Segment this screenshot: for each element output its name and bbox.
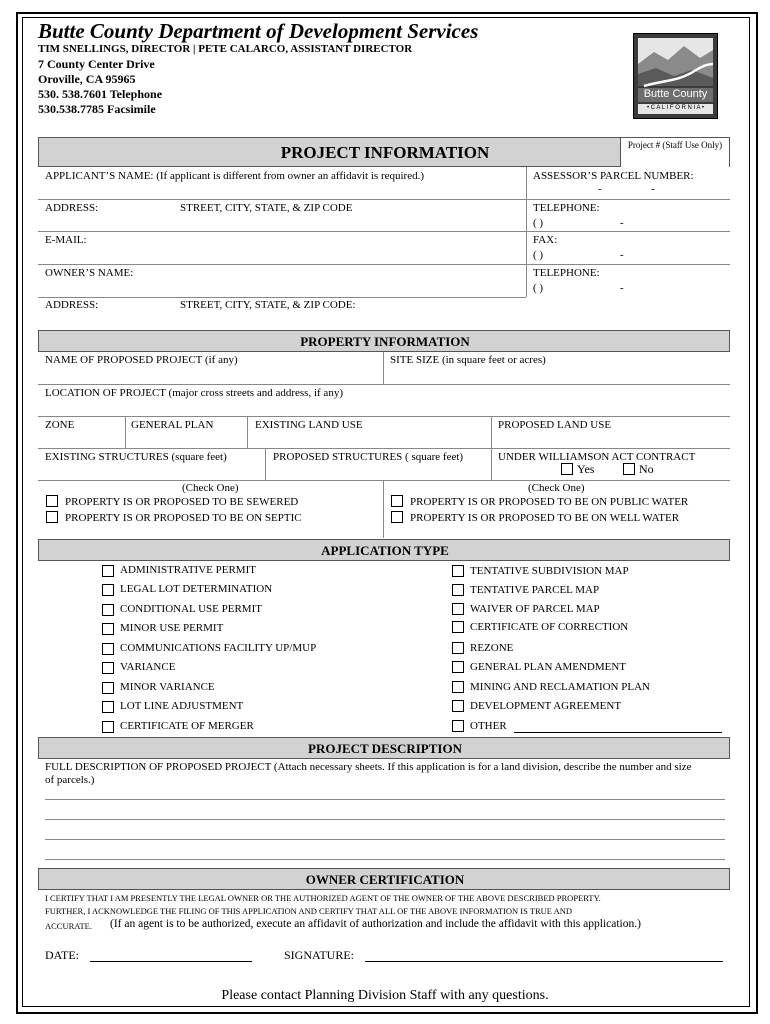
owner-address-hint: STREET, CITY, STATE, & ZIP CODE: <box>180 299 356 311</box>
address-hint: STREET, CITY, STATE, & ZIP CODE <box>180 202 353 214</box>
property-info-title: PROPERTY INFORMATION <box>300 334 470 349</box>
app-type-checkbox[interactable] <box>452 700 464 712</box>
other-checkbox[interactable] <box>452 720 464 732</box>
app-type-label: REZONE <box>470 642 514 654</box>
divider <box>383 480 384 538</box>
existing-land-use-label: EXISTING LAND USE <box>255 419 363 431</box>
certification-line-1: I CERTIFY THAT I AM PRESENTLY THE LEGAL OWNER OR THE AUTHORIZED AGENT OF THE OWNER OF THE ABOVE DESCRIBED PROPERTY. <box>45 893 601 903</box>
staff-use-box[interactable] <box>620 137 730 167</box>
proposed-structures-label: PROPOSED STRUCTURES ( square feet) <box>273 451 464 463</box>
williamson-label: UNDER WILLIAMSON ACT CONTRACT <box>498 451 696 463</box>
project-description-header <box>38 737 730 759</box>
app-type-checkbox[interactable] <box>452 603 464 615</box>
williamson-yes-checkbox[interactable] <box>561 463 573 475</box>
app-type-label: CERTIFICATE OF MERGER <box>120 720 254 732</box>
sewered-label: PROPERTY IS OR PROPOSED TO BE SEWERED <box>65 496 299 508</box>
app-type-checkbox[interactable] <box>102 662 114 674</box>
date-field[interactable] <box>90 961 252 962</box>
logo-state: • C A L I F O R N I A • <box>647 105 704 111</box>
owner-certification-header <box>38 868 730 890</box>
site-size-label: SITE SIZE (in square feet or acres) <box>390 354 546 366</box>
telephone-dash: - <box>620 217 624 229</box>
description-instructions-2: of parcels.) <box>45 774 95 786</box>
app-type-label: WAIVER OF PARCEL MAP <box>470 603 600 615</box>
address-line-1: 7 County Center Drive <box>38 57 155 71</box>
septic-label: PROPERTY IS OR PROPOSED TO BE ON SEPTIC <box>65 512 302 524</box>
application-type-right-column <box>452 565 732 737</box>
description-line[interactable] <box>45 859 725 860</box>
williamson-no-label: No <box>639 462 654 476</box>
fax-line: 530.538.7785 Facsimile <box>38 102 156 116</box>
description-instructions-1: FULL DESCRIPTION OF PROPOSED PROJECT (Attach necessary sheets. If this application is for a land division, describe the number and size <box>45 761 692 773</box>
app-type-label: ADMINISTRATIVE PERMIT <box>120 564 256 576</box>
project-name-label: NAME OF PROPOSED PROJECT (if any) <box>45 354 238 366</box>
general-plan-label: GENERAL PLAN <box>131 419 214 431</box>
divider <box>38 231 730 232</box>
other-label: OTHER <box>470 720 507 732</box>
date-label: DATE: <box>45 948 79 962</box>
app-type-checkbox[interactable] <box>102 565 114 577</box>
footer-note: Please contact Planning Division Staff with any questions. <box>221 988 549 1003</box>
applicant-name-label: APPLICANT’S NAME: (If applicant is different from owner an affidavit is required.) <box>45 170 425 182</box>
septic-checkbox[interactable] <box>46 511 58 523</box>
property-info-header <box>38 330 730 352</box>
project-info-title: PROJECT INFORMATION <box>280 143 490 162</box>
owner-certification-title: OWNER CERTIFICATION <box>305 872 465 887</box>
email-label: E-MAIL: <box>45 234 87 246</box>
app-type-checkbox[interactable] <box>452 681 464 693</box>
app-type-checkbox[interactable] <box>102 643 114 655</box>
divider <box>38 264 730 265</box>
fax-area-code: ( ) <box>533 249 544 261</box>
staff-use-label: Project # (Staff Use Only) <box>627 140 723 150</box>
description-line[interactable] <box>45 819 725 820</box>
certification-line-3b: (If an agent is to be authorized, execute an affidavit of authorization and include the affidavit with this application.) <box>110 918 641 930</box>
telephone-area-code: ( ) <box>533 217 544 229</box>
williamson-no-checkbox[interactable] <box>623 463 635 475</box>
app-type-label: LOT LINE ADJUSTMENT <box>120 700 244 712</box>
app-type-checkbox[interactable] <box>102 584 114 596</box>
app-type-label: MINOR VARIANCE <box>120 681 215 693</box>
description-line[interactable] <box>45 839 725 840</box>
telephone-label: TELEPHONE: <box>533 202 600 214</box>
apn-dash-2: - <box>651 183 655 195</box>
divider <box>247 416 248 448</box>
app-type-label: GENERAL PLAN AMENDMENT <box>470 661 627 673</box>
divider <box>383 352 384 384</box>
app-type-checkbox[interactable] <box>452 621 464 633</box>
public-water-checkbox[interactable] <box>391 495 403 507</box>
application-type-title: APPLICATION TYPE <box>321 543 449 558</box>
signature-field[interactable] <box>365 961 723 962</box>
app-type-checkbox[interactable] <box>102 701 114 713</box>
app-type-label: MINOR USE PERMIT <box>120 622 224 634</box>
fax-label: FAX: <box>533 234 558 246</box>
app-type-label: VARIANCE <box>120 661 176 673</box>
signature-label: SIGNATURE: <box>284 948 355 962</box>
check-one-left: (Check One) <box>182 482 239 494</box>
well-water-label: PROPERTY IS OR PROPOSED TO BE ON WELL WATER <box>410 512 680 524</box>
owner-telephone-area-code: ( ) <box>533 282 544 294</box>
app-type-label: DEVELOPMENT AGREEMENT <box>470 700 622 712</box>
divider <box>38 199 730 200</box>
proposed-land-use-label: PROPOSED LAND USE <box>498 419 612 431</box>
apn-dash-1: - <box>598 183 602 195</box>
public-water-label: PROPERTY IS OR PROPOSED TO BE ON PUBLIC WATER <box>410 496 689 508</box>
application-type-header <box>38 539 730 561</box>
phone-line: 530. 538.7601 Telephone <box>38 87 163 101</box>
apn-label: ASSESSOR’S PARCEL NUMBER: <box>533 170 694 182</box>
agency-title: Butte County Department of Development Services <box>38 19 479 43</box>
app-type-checkbox[interactable] <box>452 584 464 596</box>
divider <box>265 448 266 480</box>
app-type-label: CERTIFICATE OF CORRECTION <box>470 621 629 633</box>
description-line[interactable] <box>45 799 725 800</box>
owner-telephone-label: TELEPHONE: <box>533 267 600 279</box>
app-type-checkbox[interactable] <box>452 661 464 673</box>
fax-dash: - <box>620 249 624 261</box>
directors-line: TIM SNELLINGS, DIRECTOR | PETE CALARCO, ASSISTANT DIRECTOR <box>38 43 413 55</box>
owner-telephone-dash: - <box>620 282 624 294</box>
divider <box>38 384 730 385</box>
app-type-label: LEGAL LOT DETERMINATION <box>120 583 273 595</box>
app-type-checkbox[interactable] <box>102 604 114 616</box>
check-one-right: (Check One) <box>528 482 585 494</box>
app-type-label: COMMUNICATIONS FACILITY UP/MUP <box>120 642 317 654</box>
app-type-label: CONDITIONAL USE PERMIT <box>120 603 262 615</box>
well-water-checkbox[interactable] <box>391 511 403 523</box>
divider <box>38 480 730 481</box>
divider <box>526 167 527 297</box>
certification-line-3a: ACCURATE. <box>45 921 92 931</box>
app-type-label: TENTATIVE PARCEL MAP <box>470 584 600 596</box>
certification-line-2: FURTHER, I ACKNOWLEDGE THE FILING OF THIS APPLICATION AND CERTIFY THAT ALL OF THE ABOVE INFORMATION IS TRUE AND <box>45 906 573 916</box>
divider <box>125 416 126 448</box>
other-input-line[interactable] <box>514 732 722 733</box>
app-type-label: TENTATIVE SUBDIVISION MAP <box>470 565 629 577</box>
williamson-yes-label: Yes <box>577 462 595 476</box>
location-label: LOCATION OF PROJECT (major cross streets and address, if any) <box>45 387 343 399</box>
app-type-checkbox[interactable] <box>452 565 464 577</box>
owner-name-label: OWNER’S NAME: <box>45 267 134 279</box>
project-description-title: PROJECT DESCRIPTION <box>308 741 462 756</box>
app-type-checkbox[interactable] <box>102 623 114 635</box>
owner-address-label: ADDRESS: <box>45 299 99 311</box>
divider <box>38 297 526 298</box>
app-type-label: MINING AND RECLAMATION PLAN <box>470 681 650 693</box>
divider <box>38 448 730 449</box>
zone-label: ZONE <box>45 419 75 431</box>
sewered-checkbox[interactable] <box>46 495 58 507</box>
county-logo <box>633 33 718 119</box>
existing-structures-label: EXISTING STRUCTURES (square feet) <box>45 451 227 463</box>
app-type-checkbox[interactable] <box>452 642 464 654</box>
application-type-left-column <box>102 565 402 735</box>
address-label: ADDRESS: <box>45 202 99 214</box>
address-line-2: Oroville, CA 95965 <box>38 72 136 86</box>
app-type-checkbox[interactable] <box>102 721 114 733</box>
app-type-checkbox[interactable] <box>102 682 114 694</box>
logo-name: Butte County <box>643 88 708 100</box>
divider <box>38 416 730 417</box>
